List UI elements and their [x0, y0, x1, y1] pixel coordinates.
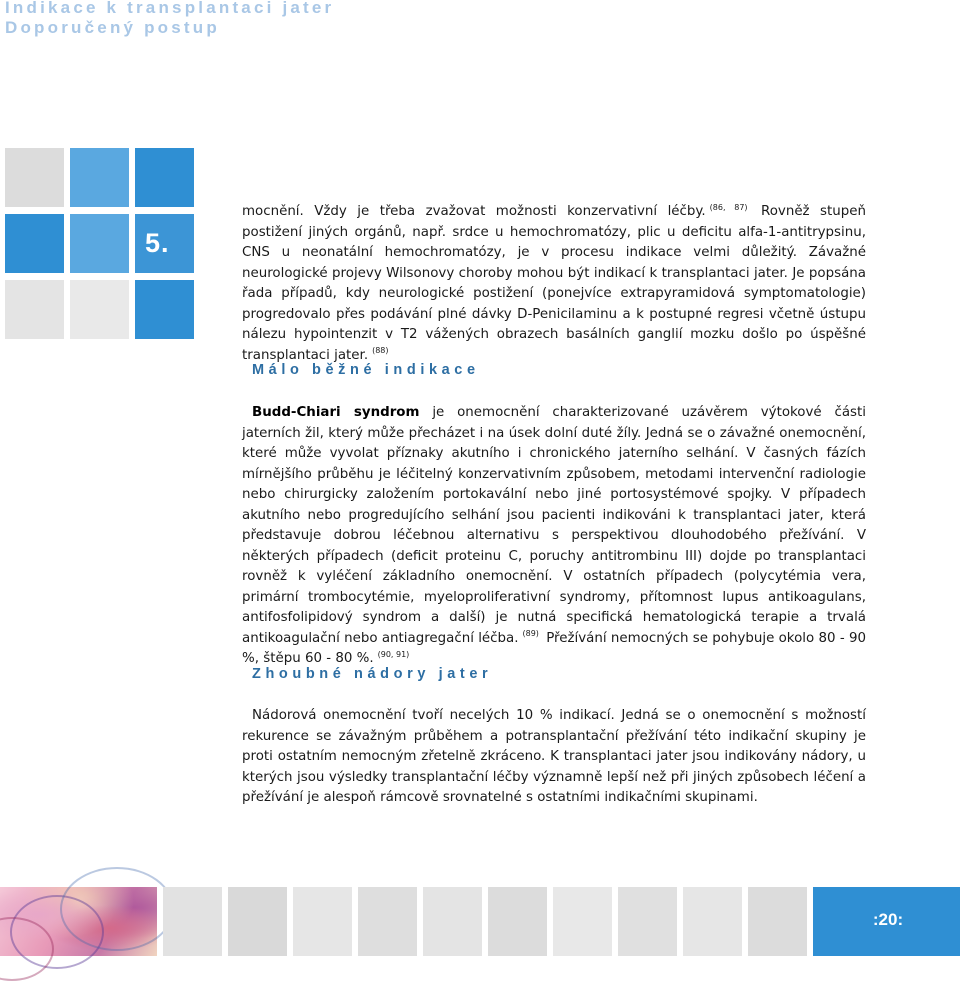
deco-square: [5, 280, 64, 339]
footer-square: [163, 887, 222, 956]
footer-square: [748, 887, 807, 956]
footer-square: [618, 887, 677, 956]
chapter-number: 5.: [145, 228, 170, 258]
deco-square: [135, 280, 194, 339]
intro-paragraph: [242, 202, 866, 366]
footer-square: [358, 887, 417, 956]
section-heading-liver-tumors: Zhoubné nádory jater: [252, 666, 493, 682]
tumors-paragraph: [242, 706, 866, 809]
document-title: Indikace k transplantaci jater: [5, 0, 335, 17]
budd-chiari-paragraph: [242, 403, 866, 670]
footer-square: [553, 887, 612, 956]
footer-square: [293, 887, 352, 956]
deco-square: [70, 148, 129, 207]
citation-ref: (86, 87): [709, 202, 748, 212]
deco-square: [135, 148, 194, 207]
document-subtitle: Doporučený postup: [5, 18, 220, 37]
footer-photo: [0, 887, 157, 956]
deco-square: [70, 214, 129, 273]
page-number: :20:: [872, 910, 904, 929]
deco-square: [70, 280, 129, 339]
footer-square: [488, 887, 547, 956]
section1-text-2: Přežívání nemocných se pohybuje okolo 80 - 90 %, štěpu 60 - 80 %.: [242, 630, 866, 666]
footer-square: [683, 887, 742, 956]
term-budd-chiari: Budd-Chiari syndrom: [252, 405, 420, 420]
citation-ref: (88): [372, 346, 389, 356]
deco-square: [5, 148, 64, 207]
deco-square: [5, 214, 64, 273]
section1-text-1: je onemocnění charakterizované uzávěrem výtokové části jaterních žil, který může přecházet i na úsek dolní duté žíly. Jedná se o závažné onemocnění, které může vyvolat příznaky akutního i chronického jaterního selhání. V časných fázích mírnějšího průběhu je léčitelný konzervativním způsobem, metodami intervenční radiologie nebo chirurgicky založením portokavální nebo jiné portosystémové spojky. V případech akutního nebo progredujícího selhání jsou pacienti indikováni k transplantaci jater, která představuje dobrou léčebnou alternativu s perspektivou dlouhodobého přežívání. V některých případech (deficit proteinu C, poruchy antitrombinu III) dojde po transplantaci rovněž k vyléčení základního onemocnění. V ostatních případech (polycytémia vera, primární trombocytémie, myeloproliferativní syndromy, přítomnost lupus antikoagulans, antifosfolipidový syndrom a další) je nutná specifická hematologická terapie a trvalá antikoagulační nebo antiagregační léčba.: [242, 405, 866, 646]
footer-square: [228, 887, 287, 956]
footer-square: [423, 887, 482, 956]
section2-text: Nádorová onemocnění tvoří necelých 10 % indikací. Jedná se o onemocnění s možností rekurence se závažným průběhem a potransplantační přežívání této indikační skupiny je proti ostatním nemocným zřetelně zkráceno. K transplantaci jater jsou indikovány nádory, u kterých jsou výsledky transplantační léčby významně lepší než při jiných způsobech léčení a přežívání je alespoň rámcově srovnatelné s ostatními indikačními skupinami.: [242, 708, 866, 805]
citation-ref: (90, 91): [377, 649, 410, 659]
intro-text-1: mocnění. Vždy je třeba zvažovat možnosti konzervativní léčby.: [242, 204, 706, 219]
section-heading-uncommon-indications: Málo běžné indikace: [252, 362, 480, 378]
intro-text-2: Rovněž stupeň postižení jiných orgánů, např. srdce u hemochromatózy, plic u deficitu alfa-1-antitrypsinu, CNS u neonatální hemochromatózy, je v procesu indikace velmi důležitý. Závažné neurologické projevy Wilsonovy choroby mohou být indikací k transplantaci jater. Je popsána řada případů, kdy neurologické postižení (ponejvíce extrapyramidová symptomatologie) progredovalo přes podávání plné dávky D-Penicilaminu a k postupné regresi včetně ústupu nálezu hypointenzit v T2 vážených obrazech basálních ganglií mozku došlo po úspěšné transplantaci jater.: [242, 204, 866, 363]
citation-ref: (89): [522, 629, 539, 639]
